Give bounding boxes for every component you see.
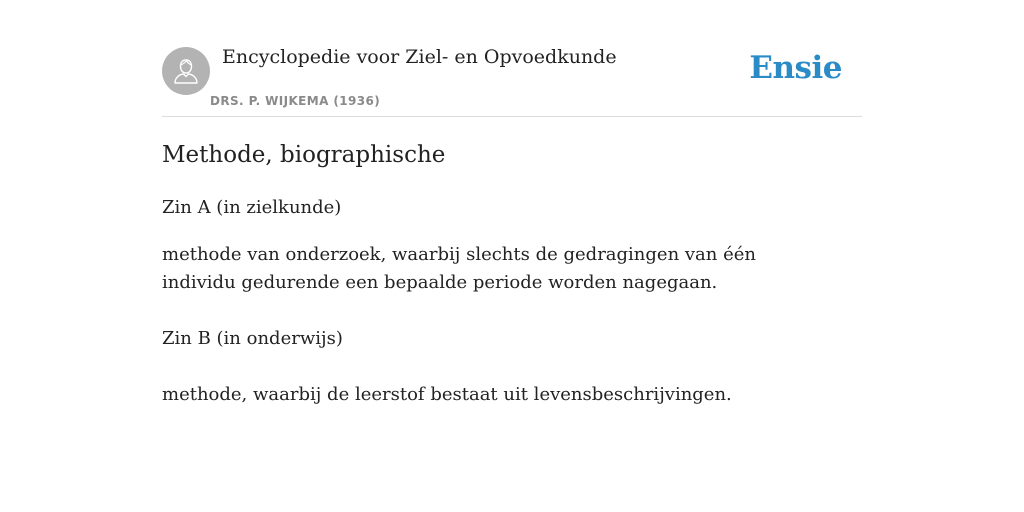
source-header [162,0,862,117]
entry-content [162,140,802,409]
source-title: Encyclopedie voor Ziel- en Opvoedkunde [222,46,617,68]
sense-a-definition: methode van onderzoek, waarbij slechts de gedragingen van één individu gedurende een bepaalde periode worden nagegaan. [162,244,756,293]
ensie-logo[interactable]: Ensie [749,50,842,86]
sense-b-label: Zin B (in onderwijs) [162,328,343,349]
author-avatar [162,47,210,95]
entry-title: Methode, biographische [162,142,446,168]
person-icon [171,56,201,86]
sense-b-definition: methode, waarbij de leerstof bestaat uit levensbeschrijvingen. [162,384,732,405]
sense-a-label: Zin A (in zielkunde) [162,197,342,218]
author-name: DRS. P. WIJKEMA (1936) [210,94,381,108]
